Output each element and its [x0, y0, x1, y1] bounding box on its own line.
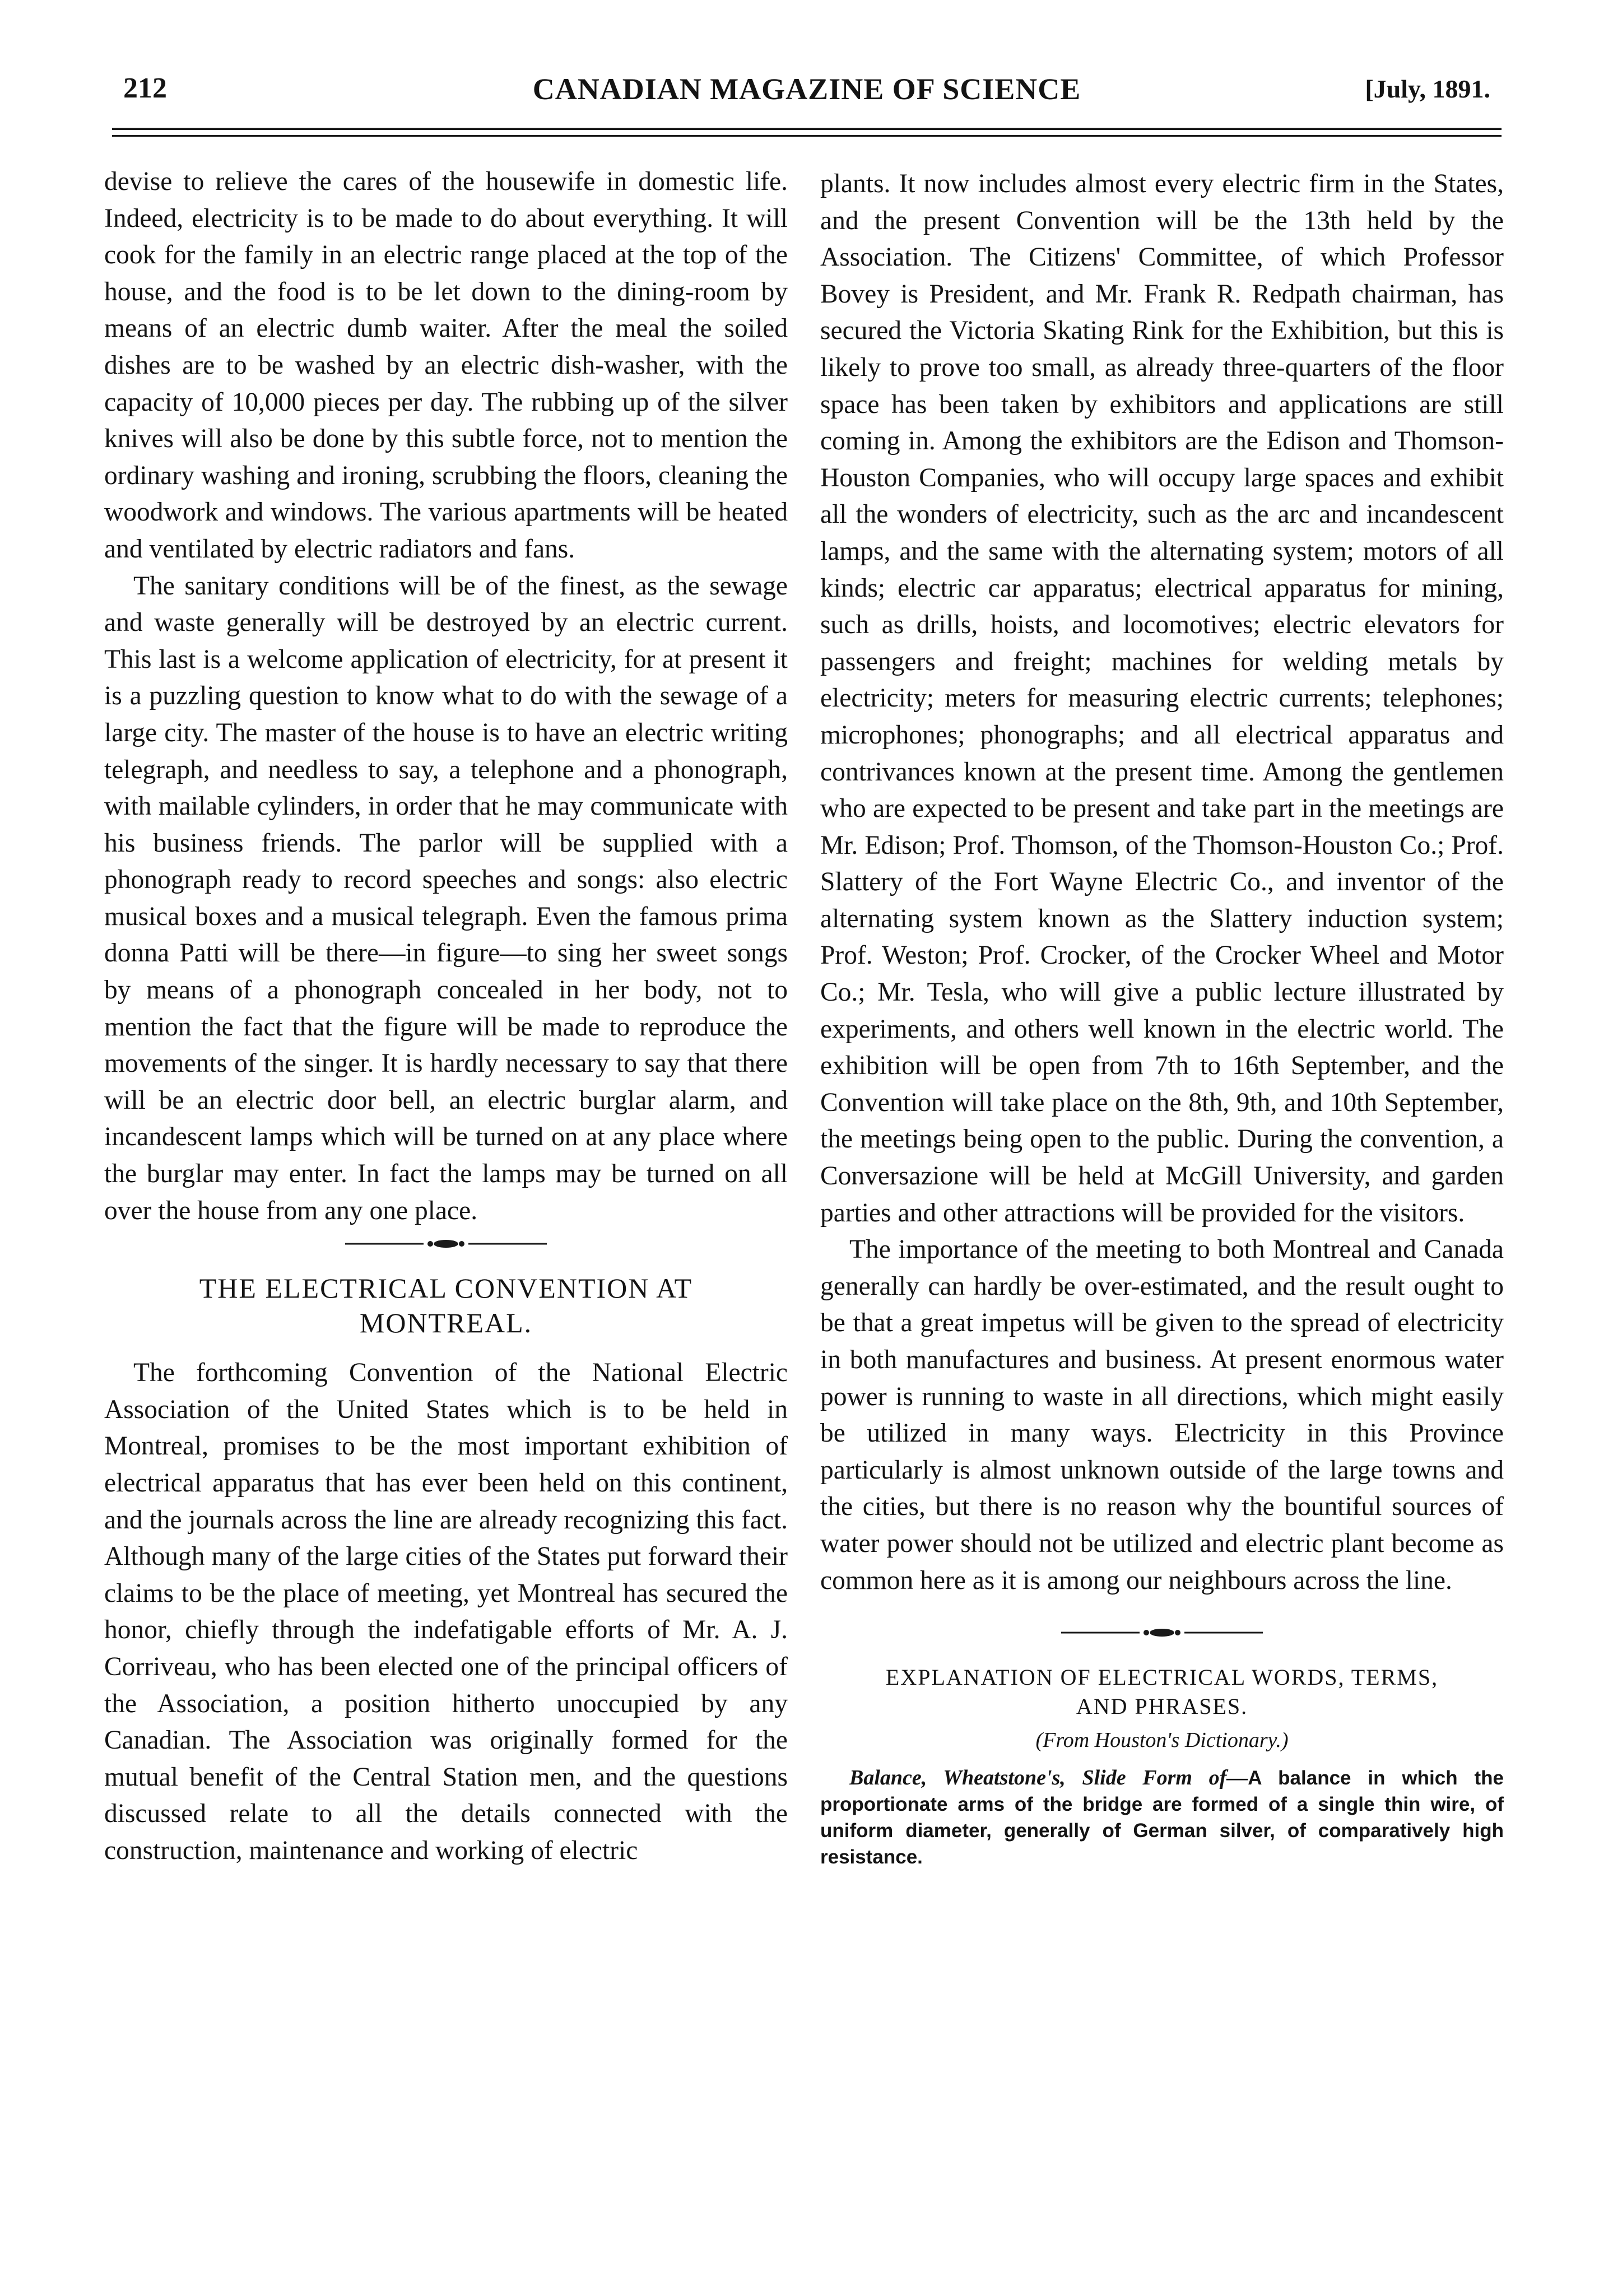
header-rule — [112, 128, 1502, 137]
paragraph-sanitary: The sanitary conditions will be of the finest, as the sewage and waste generally will be destroyed by an electric current. This last is a welcome application of electricity, for at present it is a puzzling question to know what to do with the sewage of a large city. The master of the house is to have an electric writing telegraph, and needless to say, a telephone and a phonograph, with mailable cylinders, in order that he may communicate with his business friends. The parlor will be supplied with a phonograph ready to record speeches and songs: also electric musical boxes and a musical telegraph. Even the famous prima donna Patti will be there—in figure—to sing her sweet songs by means of a phonograph concealed in her body, not to mention the fact that the figure will be made to reproduce the movements of the singer. It is hardly necessary to say that there will be an electric door bell, an electric burglar alarm, and incandescent lamps which will be turned on at any place where the burglar may enter. In fact the lamps may be turned on all over the house from any one place. — [104, 571, 788, 1225]
section-heading-convention — [104, 1271, 788, 1340]
section-ornament — [104, 1233, 788, 1255]
definition-term: Balance, Wheatstone's, Slide Form of— — [849, 1766, 1248, 1790]
paragraph-convention: The forthcoming Convention of the National Electric Association of the United States which is to be held in Montreal, promises to be the most important exhibition of electrical apparatus that has ever been held on this continent, and the journals across the line are already recognizing this fact. Although many of the large cities of the States put forward their claims to be the place of meeting, yet Montreal has secured the honor, chiefly through the indefatigable efforts of Mr. A. J. Corriveau, who has been elected one of the principal officers of the Association, a position hitherto unoccupied by any Canadian. The Association was originally formed for the mutual benefit of the Central Station men, and the questions discussed relate to all the details connected with the construction, maintenance and working of electric — [104, 1358, 788, 1865]
paragraph-housewife: devise to relieve the cares of the housewife in domestic life. Indeed, electricity is to be made to do about everything. It will cook for the family in an electric range placed at the top of the house, and the food is to be let down to the dining-room by means of an electric dumb waiter. After the meal the soiled dishes are to be washed by an electric dish-washer, with the capacity of 10,000 pieces per day. The rubbing up of the silver knives will also be done by this subtle force, not to mention the ordinary washing and ironing, scrubbing the floors, cleaning the woodwork and windows. The various apartments will be heated and ventilated by electric radiators and fans. — [104, 167, 788, 564]
explanation-line-1: EXPLANATION OF ELECTRICAL WORDS, TERMS, — [885, 1665, 1439, 1690]
definition-entry — [820, 1765, 1504, 1870]
heading-line-2: MONTREAL. — [359, 1307, 533, 1339]
heading-line-1: THE ELECTRICAL CONVENTION AT — [199, 1272, 693, 1304]
source-attribution: (From Houston's Dictionary.) — [1035, 1728, 1289, 1753]
section-ornament-2 — [820, 1621, 1504, 1644]
explanation-line-2: AND PHRASES. — [1076, 1694, 1248, 1719]
left-column — [104, 164, 788, 1870]
right-column — [820, 166, 1504, 1870]
paragraph-plants: plants. It now includes almost every electric firm in the States, and the present Convention will be the 13th held by the Association. The Citizens' Committee, of which Professor Bovey is President, and Mr. Frank R. Redpath chairman, has secured the Victoria Skating Rink for the Exhibition, but this is likely to prove too small, as already three-quarters of the floor space has been taken by exhibitors and applications are still coming in. Among the exhibitors are the Edison and Thomson-Houston Companies, who will occupy large spaces and exhibit all the wonders of electricity, such as the arc and incandescent lamps, and the same with the alternating system; motors of all kinds; electric car apparatus; electrical apparatus for mining, such as drills, hoists, and locomotives; electric elevators for passengers and freight; machines for welding metals by electricity; meters for measuring electric currents; telephones; microphones; phonographs; and all electrical apparatus and contrivances known at the present time. Among the gentlemen who are expected to be present and take part in the meetings are Mr. Edison; Prof. Thomson, of the Thomson-Houston Co.; Prof. Slattery of the Fort Wayne Electric Co., and inventor of the alternating system known as the Slattery induction system; Prof. Weston; Prof. Crocker, of the Crocker Wheel and Motor Co.; Mr. Tesla, who will give a public lecture illustrated by experiments, and others well known in the electric world. The exhibition will be open from 7th to 16th September, and the Convention will take place on the 8th, 9th, and 10th September, the meetings being open to the public. During the convention, a Conversazione will be held at McGill University, and garden parties and other attractions will be provided for the visitors. — [820, 169, 1504, 1228]
issue-date: [July, 1891. — [1365, 75, 1490, 103]
journal-title: CANADIAN MAGAZINE OF SCIENCE — [532, 72, 1081, 106]
section-heading-explanation — [820, 1663, 1504, 1721]
paragraph-importance: The importance of the meeting to both Montreal and Canada generally can hardly be over-estimated, and the result ought to be that a great impetus will be given to the spread of electricity in both manufactures and business. At present enormous water power is running to waste in all directions, which might easily be utilized in many ways. Electricity in this Province particularly is almost unknown outside of the large towns and the cities, but there is no reason why the bountiful sources of water power should not be utilized and electric plant become as common here as it is among our neighbours across the line. — [820, 1235, 1504, 1595]
running-header — [112, 72, 1502, 117]
page-number: 212 — [123, 72, 167, 104]
definition-text: A balance in which the proportionate arms of the bridge are formed of a single thin wire, of uniform diameter, generally of German silver, of comparatively high resistance. — [820, 1767, 1504, 1869]
